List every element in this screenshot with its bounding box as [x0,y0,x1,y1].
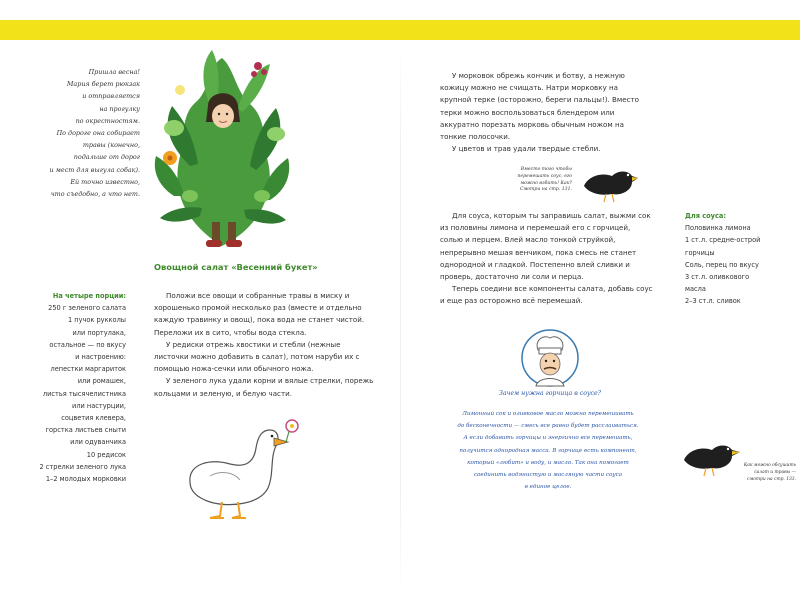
ingredient-line: 10 редисок [86,450,126,459]
ingredient-line: остальное — по вкусу [49,340,126,349]
sauce-line: горчицы [685,248,715,257]
sauce-line: 3 ст.л. оливкового [685,273,750,282]
ingredient-line: и настроению: [75,353,126,362]
sauce-heading: Для соуса: [685,212,726,220]
sauce-line: 1 ст.л. средне-острой [685,236,761,245]
ingredient-line: 2 стрелки зеленого лука [39,462,126,471]
instruction-paragraph: У зеленого лука удали корни и вялые стрелки, порежь кольцами и зеленую, и белую части. [154,376,374,398]
tip-line: до бесконечности — смесь все равно будет расслаиваться. [457,423,639,430]
ingredient-line: или портулака, [72,328,126,337]
crow-icon [578,160,638,204]
crow-note-2 [716,462,796,483]
ingredient-line: соцветия клевера, [61,414,126,423]
intro-line: Мария берет рюкзак [66,80,140,89]
instruction-paragraph: У морковок обрежь кончик и ботву, а нежную кожицу можно не счищать. Натри морковку на крупной терке (осторожно, береги пальцы!). Вместо терки можно воспользоваться блендером или аккуратно порезать морковь обычным ножом на тонкие полосочки. [440,71,639,142]
top-color-bar [0,20,800,40]
ingredient-line: лепестки маргариток [50,365,126,374]
goose-illustration [170,418,310,522]
tip-line: получится однородная масса. В горчице есть компонент, [459,447,637,454]
crow-note-1 [480,167,572,194]
leaf-bouquet [155,50,289,246]
intro-line: и отправляется [82,92,140,101]
right-instructions-2 [440,210,655,308]
intro-line: травы (конечно, [82,141,140,150]
sauce-line: Половинка лимона [685,224,751,233]
ingredient-line: 1 пучок рукколы [67,316,126,325]
note-line: Вместо того чтобы [520,167,572,172]
tip-title: Зачем нужна горчица в соусе? [499,390,601,397]
intro-line: и мест для выгула собак). [49,165,140,174]
ingredient-line: листья тысячелистника [42,389,126,398]
intro-text [36,66,140,200]
note-line: перемешать соус, его [517,173,572,179]
intro-line: По дороге она собирает [56,129,140,138]
intro-line: Пришла весна! [88,68,140,76]
note-line: можно взбить! Как? [520,180,572,186]
sauce-ingredients [685,210,785,308]
recipe-title: Овощной салат «Весенний букет» [154,262,318,272]
intro-line: на прогулку [99,104,140,113]
instruction-paragraph: У цветов и трав удали твердые стебли. [452,144,601,154]
instruction-paragraph: Положи все овощи и собранные травы в миску и хорошенько промой несколько раз (вместе и отдельно каждую травинку и овощ), пока вода не станет чистой. Переложи их в сито, чтобы вода стекла. [154,291,365,337]
intro-line: подальше от дорог [73,153,140,162]
ingredient-line: 250 г зеленого салата [48,304,126,313]
tip-line: в единое целое. [524,484,572,491]
ingredient-line: горстка листьев сныти [45,426,126,435]
instruction-paragraph: Для соуса, которым ты заправишь салат, выжми сок из половины лимона и перемешай его с горчицей, солью и перцем. Влей масло тонкой струйкой, непрерывно мешая венчиком, пока смесь не станет однородной и гладкой. Постепенно влей сливки и проверь, достаточно ли соли и перца. [440,211,651,282]
instruction-paragraph: Теперь соедини все компоненты салата, добавь соус и еще раз осторожно всё перемешай. [440,284,653,306]
tip-text [428,408,668,493]
note-line: салат и травы — [754,470,796,475]
instruction-paragraph: У редиски отрежь хвостики и стебли (нежные листочки можно добавить в салат), потом наруби их с помощью ножа-сечки или обычного ножа. [154,339,360,374]
sauce-line: масла [685,285,706,294]
girl-in-greens-illustration [150,46,295,254]
sauce-line: 2–3 ст.л. сливок [685,297,741,306]
left-instructions [154,290,374,400]
ingredients-list [26,290,126,485]
sauce-line: Соль, перец по вкусу [685,260,759,269]
tip-line: который «любит» и воду, и масло. Так она помогает [467,459,629,466]
chef-icon [520,328,580,388]
note-line: смотри на стр. 133. [747,477,796,482]
intro-line: Ей точно известно, [70,177,140,186]
tip-line: соединить водянистую и масляную части соуса [473,472,623,479]
ingredient-line: или ромашек, [77,377,126,386]
daisy-flower [286,420,298,432]
ingredients-heading: На четыре порции: [52,292,126,300]
page-gutter [400,40,401,600]
ingredient-line: 1–2 молодых морковки [45,475,126,484]
ingredient-line: или одуванчика [70,438,126,447]
right-instructions-1 [440,70,648,155]
intro-line: что съедобно, а что нет. [50,190,140,199]
note-line: Как можно обсушить [743,463,796,468]
tip-line: А если добавить горчицы и энергично все перемешать, [463,435,633,442]
note-line: Смотри на стр. 131. [519,187,572,193]
ingredient-line: или настурции, [72,401,126,410]
tip-line: Лимонный сок и оливковое масло можно перемешивать [462,411,634,417]
intro-line: по окрестностям. [75,116,140,125]
